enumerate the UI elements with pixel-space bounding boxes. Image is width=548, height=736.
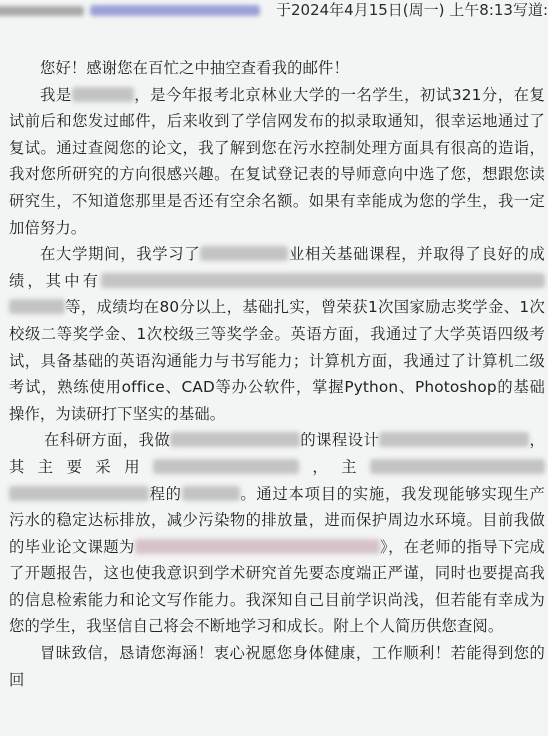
redacted-major	[200, 246, 288, 261]
redacted-thesis-title	[135, 539, 380, 554]
sent-datetime: 于2024年4月15日(周一) 上午8:13写道:	[276, 1, 548, 19]
redacted-process-name	[182, 486, 240, 501]
redacted-process-detail-2	[9, 486, 149, 501]
sender-email-redacted	[0, 0, 260, 20]
redacted-course-design-topic	[170, 432, 300, 447]
paragraph-education	[9, 241, 545, 427]
p3-text-e: 程的	[149, 484, 182, 503]
paragraph-closing: 冒昧致信，恳请您海涵！衷心祝愿您身体健康，工作顺利！若能得到您的回	[9, 644, 545, 689]
redacted-process	[153, 459, 299, 474]
redacted-course-end	[9, 299, 65, 314]
greeting: 您好！感谢您在百忙之中抽空查看我的邮件！	[40, 59, 349, 77]
paragraph-research	[9, 427, 545, 640]
p3-text-d: ，主	[299, 457, 370, 476]
p2-text-c: 等，成绩均在80分以上，基础扎实，曾荣获1次国家励志奖学金、1次校级二等奖学金、1次校级三等奖学金。英语方面，我通过了大学英语四级考试，具备基础的英语沟通能力与书写能力；计算机方面，我通过了计算机二级考试，熟练使用office、CAD等办公软件，掌握Python、Photoshop的基础操作，为读研打下坚实的基础。	[9, 298, 545, 423]
p2-text-b: 业相关基础课程，并取得了良好的成绩，其中有	[9, 245, 545, 290]
p1-text-a: 我是	[40, 85, 72, 104]
p3-text-g: 》，在老师的指导下完成了开题报告，这也使我意识到学术研究首先要态度端正严谨，同时也要提高我的信息检索能力和论文写作能力。我深知自己目前学识尚浅，但若能有幸成为您的学生，我坚信自己将会不断地学习和成长。附上个人简历供您查阅。	[9, 537, 545, 636]
paragraph-intro	[9, 82, 545, 242]
quoted-email-header	[0, 0, 548, 22]
letter-body	[9, 55, 545, 693]
p2-text-a: 在大学期间，我学习了	[40, 245, 201, 264]
redacted-courses	[101, 273, 545, 288]
redacted-design-title	[379, 432, 529, 447]
p3-text-b: 的课程设计	[300, 431, 380, 450]
p3-text-f: 。通过本项目的实施，我发现能够实现生产污水的稳定达标排放，减少污染物的排放量，进而保护周边水环境。目前我做的毕业论文课题为	[9, 484, 545, 556]
redacted-process-detail	[370, 459, 545, 474]
p1-text-b: ，是今年报考北京林业大学的一名学生，初试321分，在复试前后和您发过邮件，后来收到了学信网发布的拟录取通知，很幸运地通过了复试。通过查阅您的论文，我了解到您在污水控制处理方面具有很高的造诣，我对您所研究的方向很感兴趣。在复试登记表的导师意向中选了您，想跟您读研究生，不知道您那里是否还有空余名额。如果有幸能成为您的学生，我一定加倍努力。	[9, 85, 545, 237]
p3-text-a: 在科研方面，我做	[44, 431, 171, 450]
p3-text-c: ，其主要采用	[9, 431, 545, 476]
redacted-email-link[interactable]	[90, 5, 260, 16]
redacted-student-name	[72, 87, 134, 102]
redacted-name	[0, 6, 84, 16]
